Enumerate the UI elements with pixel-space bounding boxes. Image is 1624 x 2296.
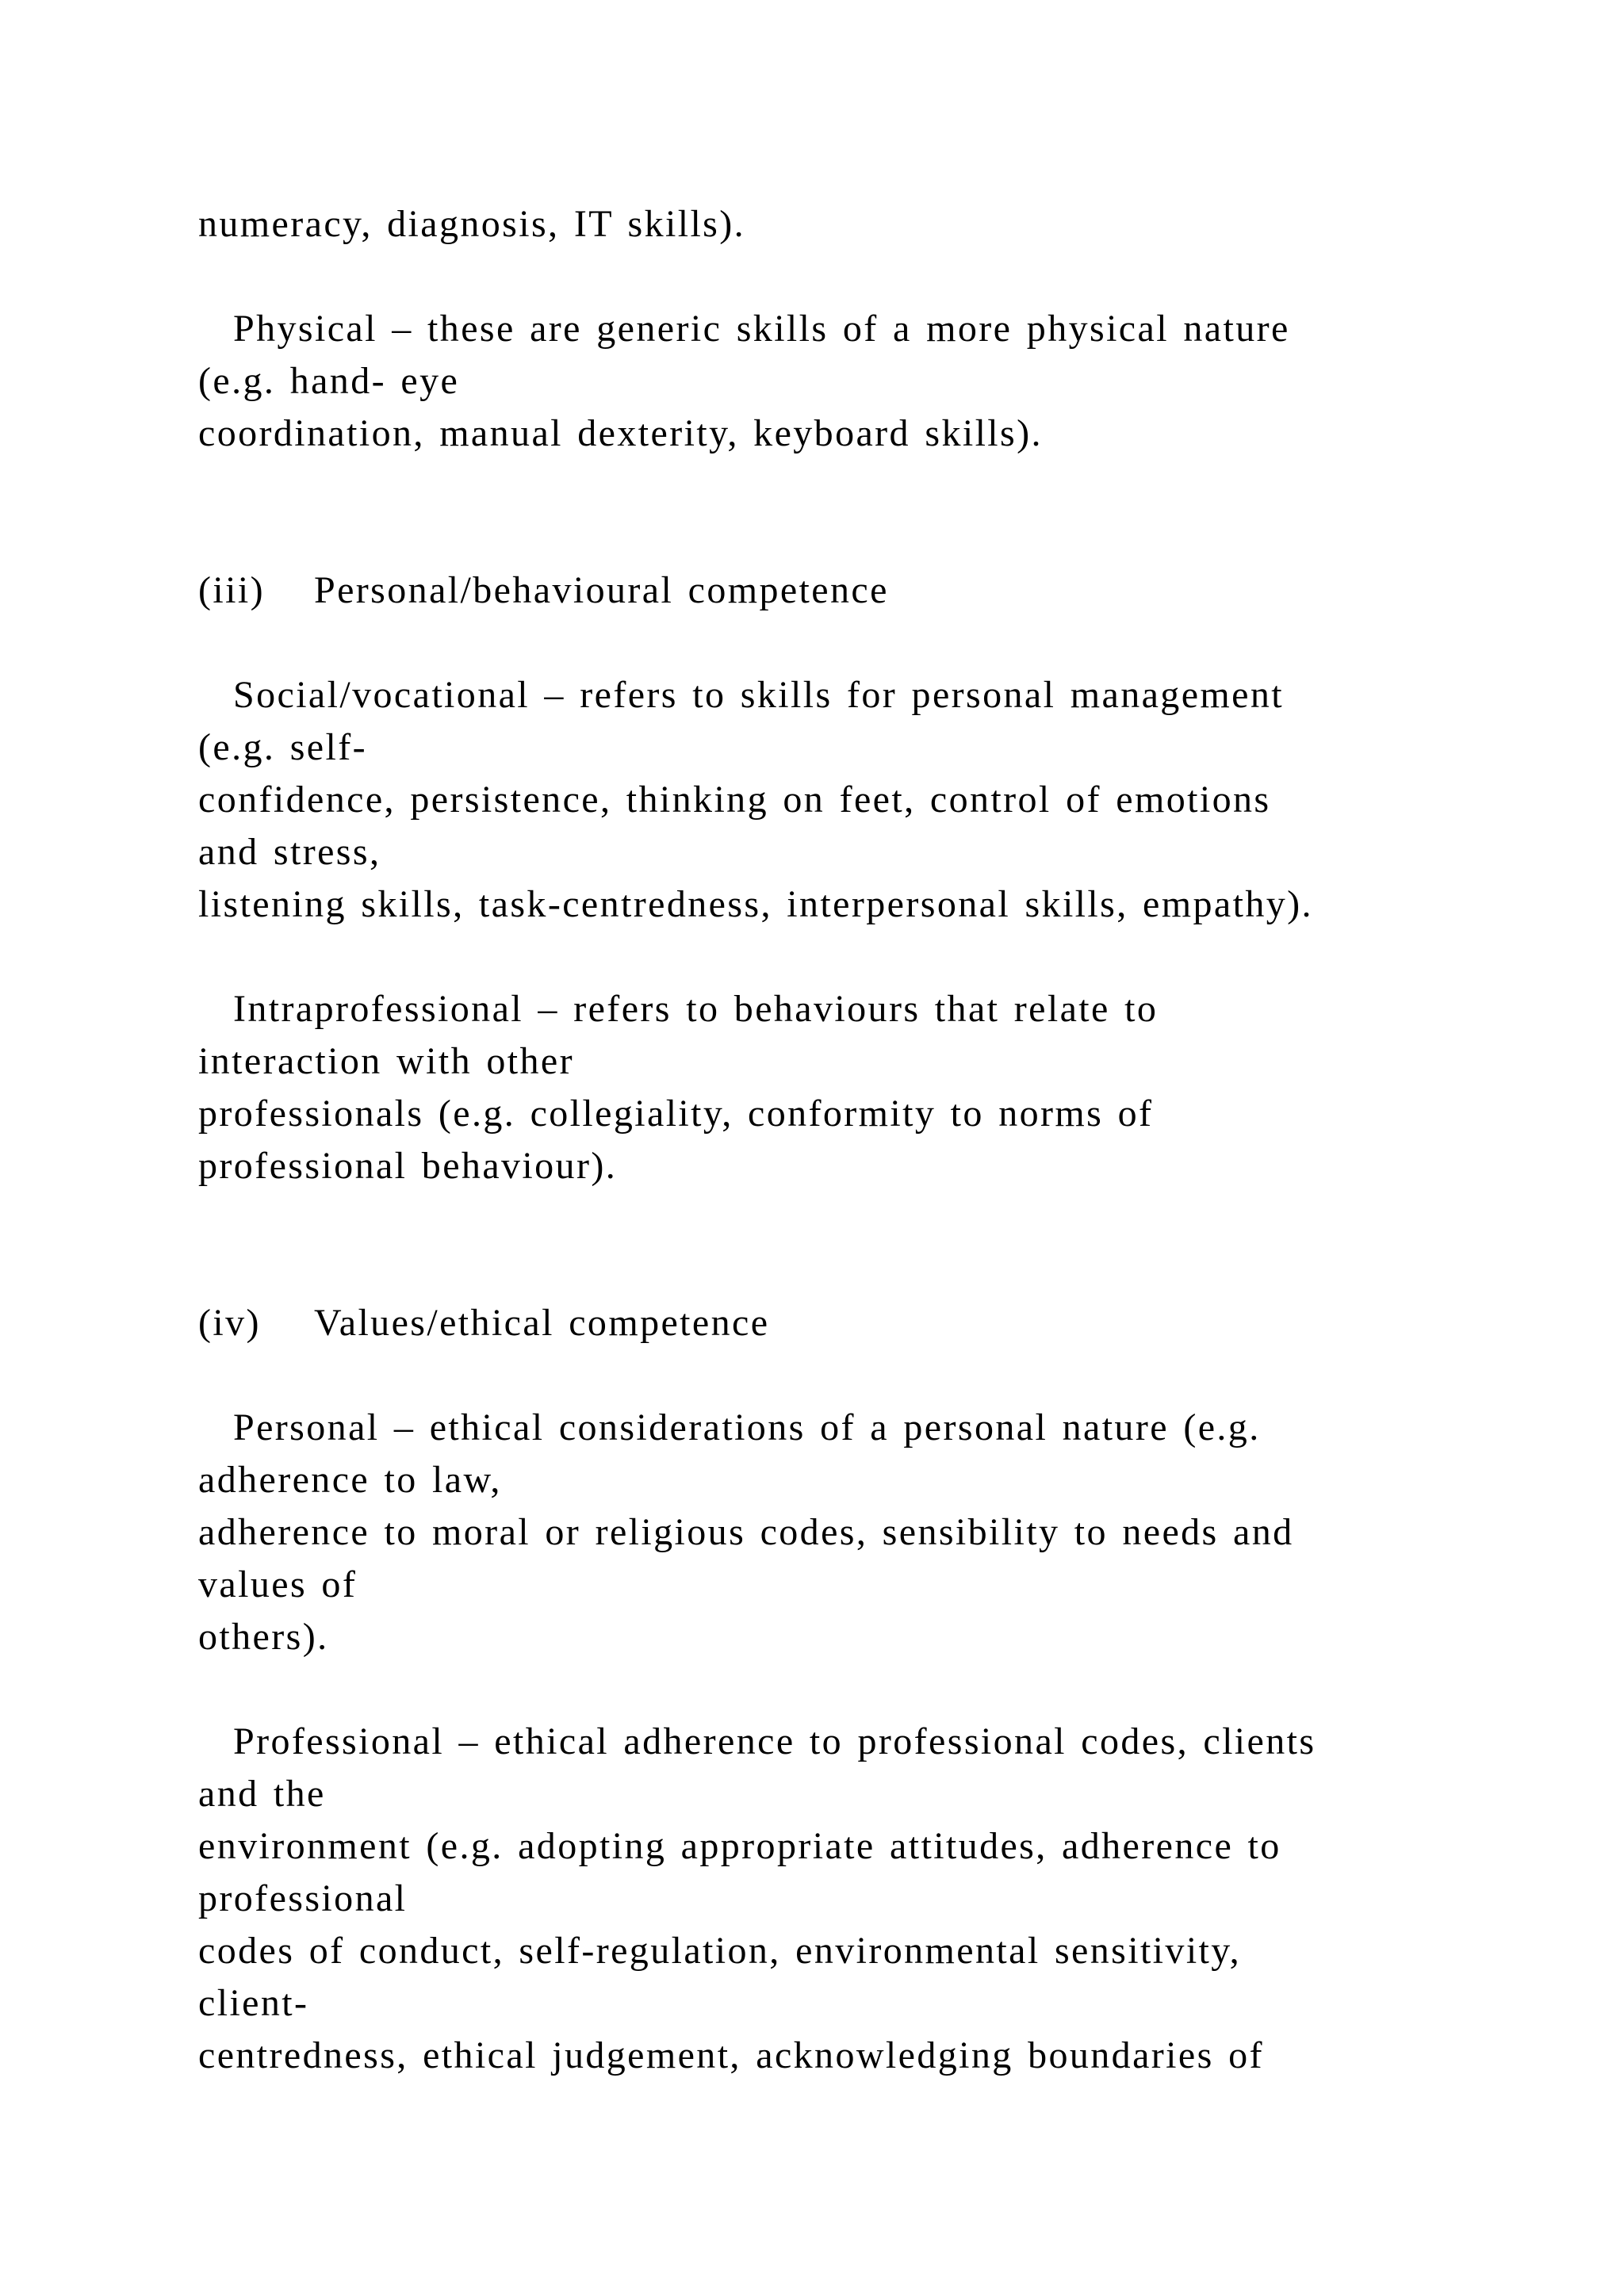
text-line: environment (e.g. adopting appropriate attitudes, adherence to <box>198 1825 1281 1867</box>
text-line: adherence to law, <box>198 1459 502 1501</box>
text-line: centredness, ethical judgement, acknowledging boundaries of <box>198 2034 1264 2076</box>
bullet-item-physical <box>198 303 1451 460</box>
text-line: confidence, persistence, thinking on feet, control of emotions <box>198 779 1271 821</box>
bullet-text: Personal – ethical considerations of a personal nature (e.g. <box>233 1406 1261 1448</box>
bullet-text: Intraprofessional – refers to behaviours that relate to <box>233 988 1159 1030</box>
text-line: codes of conduct, self-regulation, environmental sensitivity, <box>198 1930 1241 1972</box>
document-body <box>198 198 1451 2082</box>
section-number: (iv) <box>198 1302 261 1344</box>
text-line: client- <box>198 1982 309 2024</box>
text-line: and stress, <box>198 831 381 873</box>
bullet-text: Professional – ethical adherence to professional codes, clients <box>233 1720 1316 1762</box>
text-line: interaction with other <box>198 1040 575 1082</box>
text-line: others). <box>198 1616 329 1658</box>
bullet-item-intraprofessional <box>198 983 1451 1192</box>
bullet-item-personal <box>198 1402 1451 1663</box>
bullet-item-social-vocational <box>198 669 1451 931</box>
section-title: Personal/behavioural competence <box>314 569 889 611</box>
bullet-text: Physical – these are generic skills of a more physical nature <box>233 308 1290 350</box>
text-line: coordination, manual dexterity, keyboard skills). <box>198 412 1043 454</box>
text-line: values of <box>198 1563 358 1605</box>
text-line: and the <box>198 1773 326 1815</box>
text-line: (e.g. self- <box>198 726 367 768</box>
section-number: (iii) <box>198 569 265 611</box>
text-line: listening skills, task-centredness, interpersonal skills, empathy). <box>198 883 1313 925</box>
text-line: professionals (e.g. collegiality, conformity to norms of <box>198 1093 1154 1135</box>
section-heading-iv <box>198 1297 1451 1349</box>
text-line: numeracy, diagnosis, IT skills). <box>198 203 746 245</box>
text-line: adherence to moral or religious codes, sensibility to needs and <box>198 1511 1294 1553</box>
text-line: (e.g. hand- eye <box>198 360 460 402</box>
section-heading-iii <box>198 564 1451 617</box>
bullet-item-professional <box>198 1716 1451 2082</box>
text-line: professional <box>198 1877 408 1919</box>
text-line: professional behaviour). <box>198 1145 618 1187</box>
section-title: Values/ethical competence <box>314 1302 770 1344</box>
bullet-text: Social/vocational – refers to skills for personal management <box>233 674 1284 716</box>
